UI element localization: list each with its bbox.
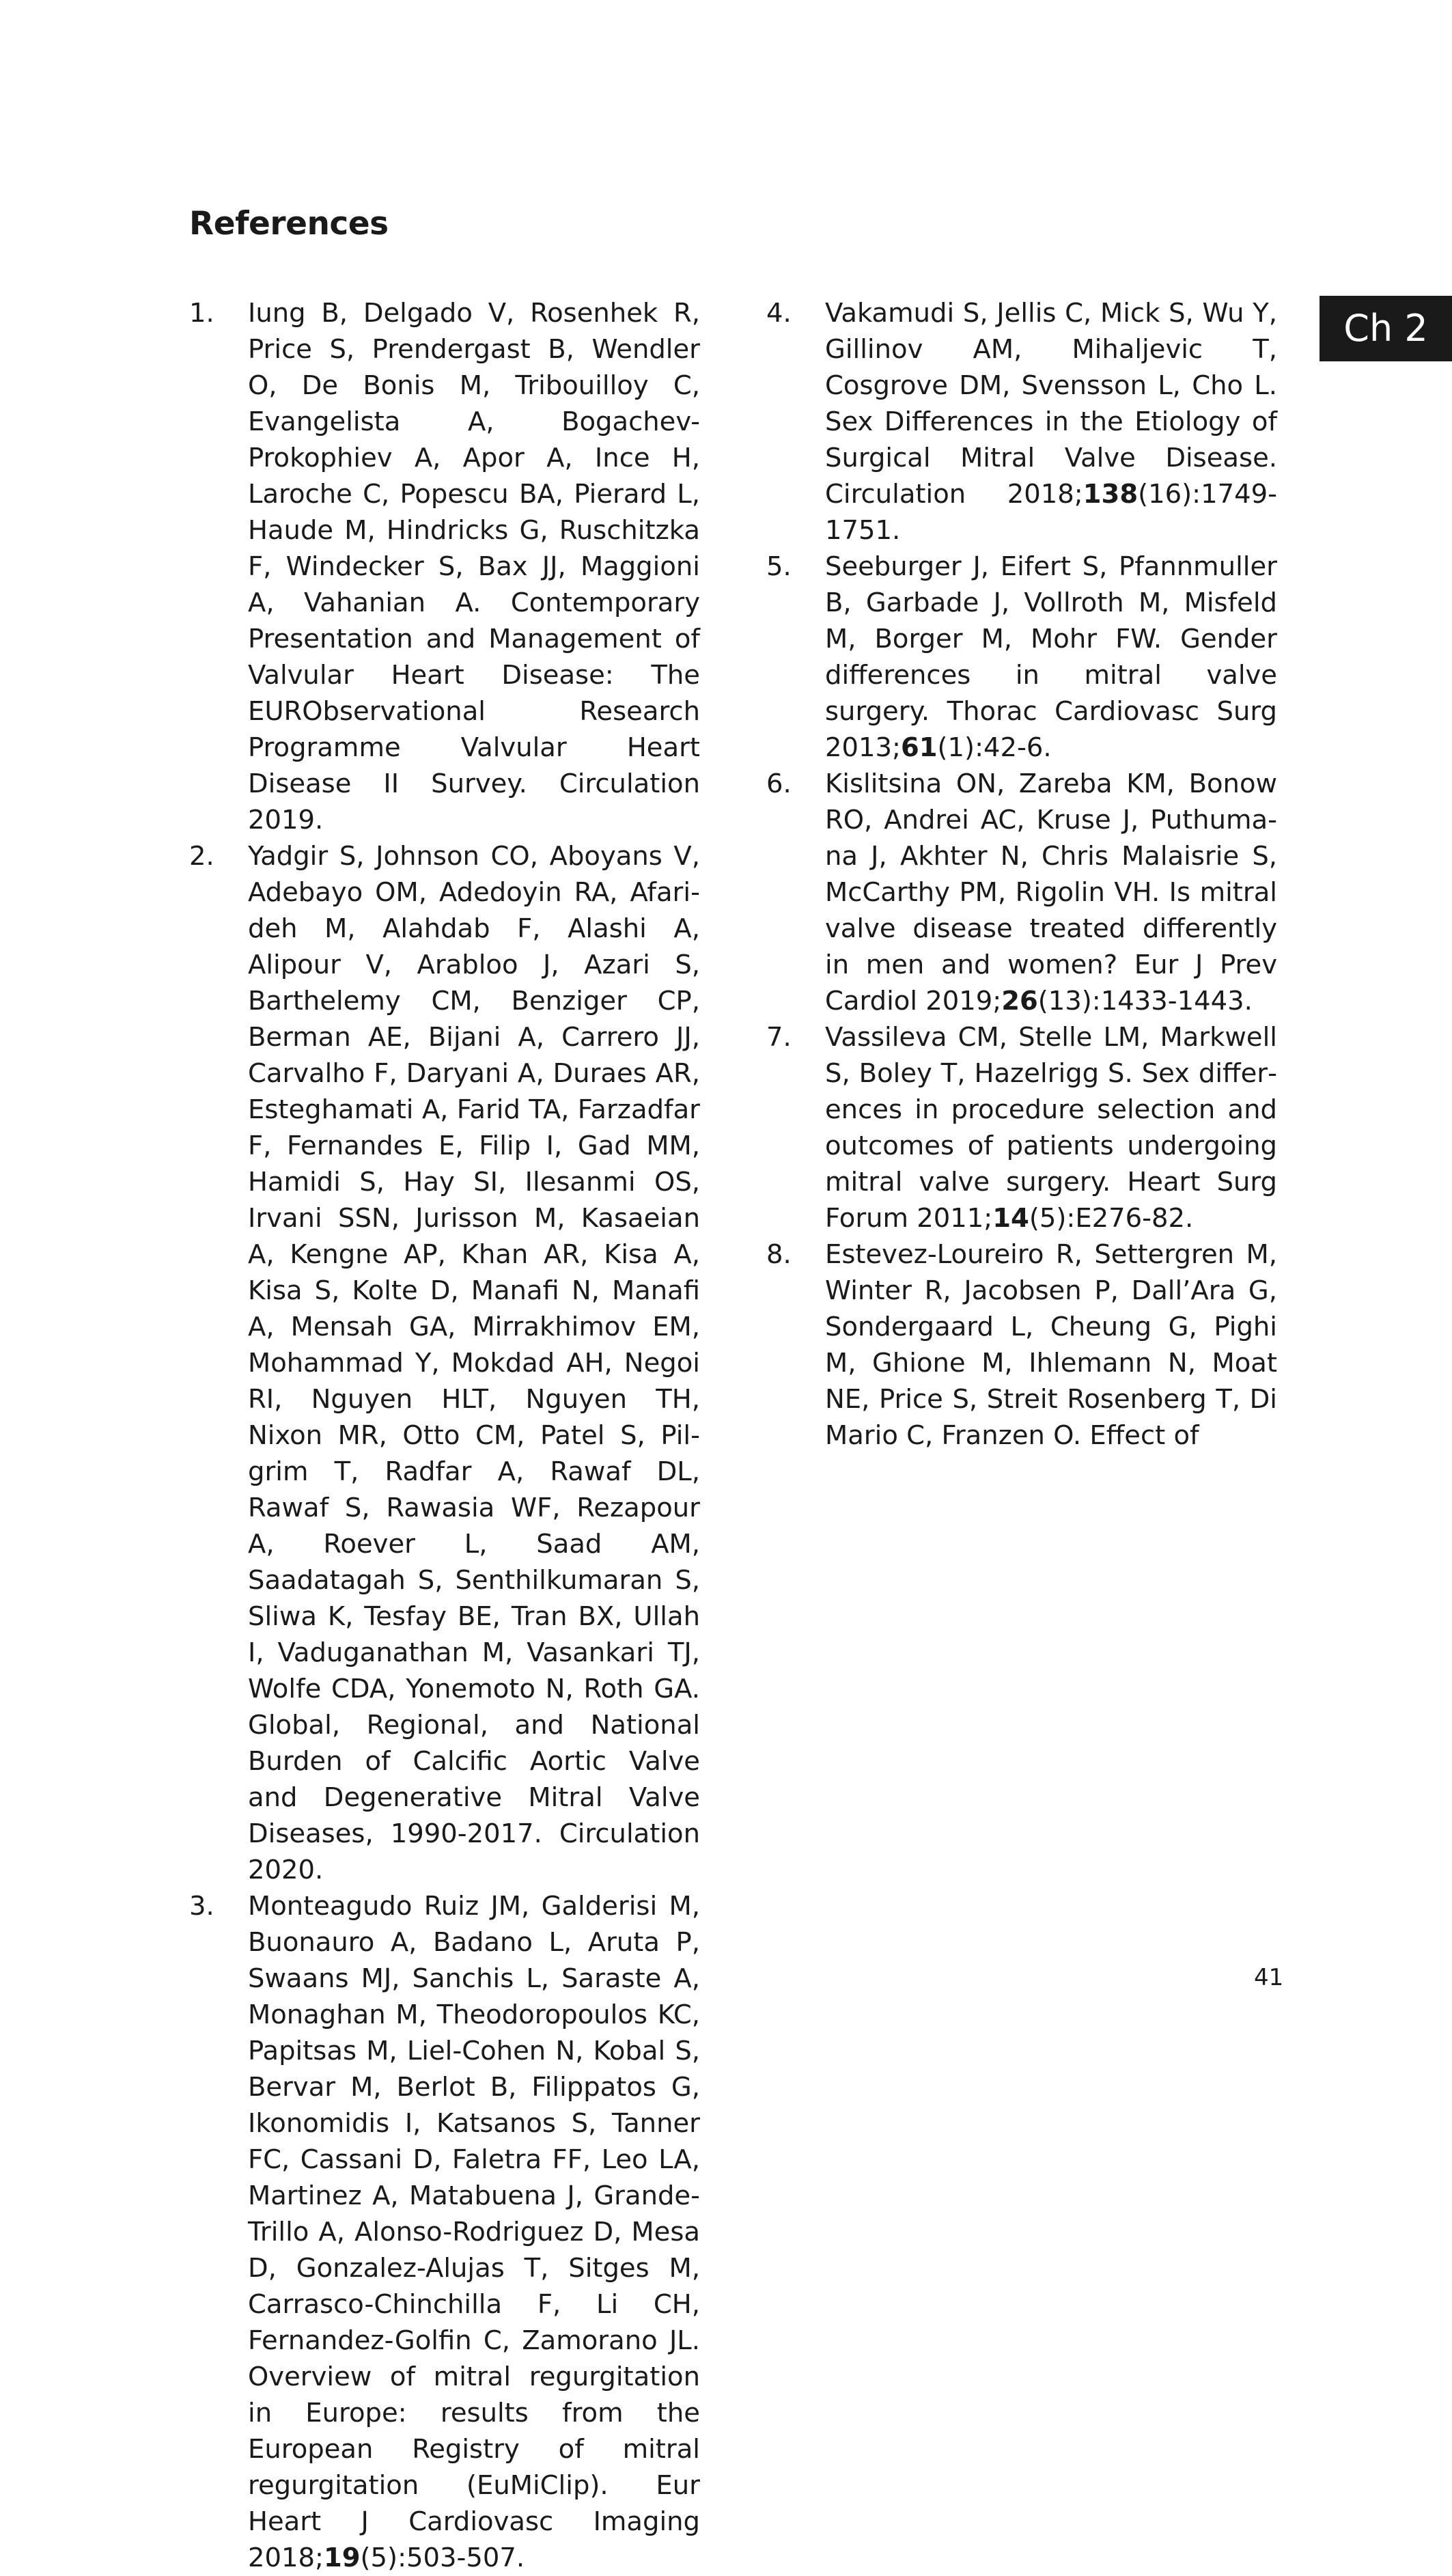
reference-item — [766, 766, 1277, 1019]
reference-item — [189, 1888, 700, 2576]
reference-number: 2. — [189, 841, 214, 872]
reference-number: 4. — [766, 298, 792, 329]
reference-text: Kislitsina ON, Zareba KM, Bonow RO, Andrei AC, Kruse J, Puthumana J, Akhter N, Chris Malaisrie S, McCarthy PM, Rigolin VH. Is mitral valve disease treated differently in men and women? Eur J Prev Cardiol 2019;26(13):1433-1443. — [825, 768, 1277, 1016]
references-column-right — [766, 295, 1277, 1454]
reference-text: Seeburger J, Eifert S, Pfannmuller B, Garbade J, Vollroth M, Misfeld M, Borger M, Mohr FW. Gender differences in mitral valve surgery. Thorac Cardiovasc Surg 2013;61(1):42-6. — [825, 551, 1277, 763]
reference-text: Monteagudo Ruiz JM, Galderisi M, Buonauro A, Badano L, Aruta P, Swaans MJ, Sanchis L, Saraste A, Monaghan M, Theodoropoulos KC, Papitsas M, Liel-Cohen N, Kobal S, Bervar M, Berlot B, Filippatos G, Ikonomidis I, Katsanos S, Tanner FC, Cassani D, Faletra FF, Leo LA, Martinez A, Matabuena J, Grande-Trillo A, Alonso-Rodriguez D, Mesa D, Gonzalez-Alujas T, Sitges M, Carrasco-Chinchilla F, Li CH, Fernandez-Golfin C, Zamorano JL. Overview of mitral regurgitation in Europe: results from the European Registry of mitral regurgitation (EuMiClip). Eur Heart J Cardiovasc Imaging 2018;19(5):503-507. — [248, 1891, 700, 2573]
reference-number: 5. — [766, 551, 792, 582]
reference-number: 3. — [189, 1891, 214, 1922]
page-title: References — [189, 205, 389, 243]
page-number: 41 — [1254, 1964, 1284, 1991]
reference-text: Yadgir S, Johnson CO, Aboyans V, Adebayo OM, Adedoyin RA, Afarideh M, Alahdab F, Alashi A, Alipour V, Arabloo J, Azari S, Barthelemy CM, Benziger CP, Berman AE, Bijani A, Carrero JJ, Carvalho F, Daryani A, Duraes AR, Esteghamati A, Farid TA, Farzadfar F, Fernandes E, Filip I, Gad MM, Hamidi S, Hay SI, Ilesanmi OS, Irvani SSN, Jurisson M, Kasaeian A, Kengne AP, Khan AR, Kisa A, Kisa S, Kolte D, Manafi N, Manafi A, Mensah GA, Mirrakhimov EM, Mohammad Y, Mokdad AH, Negoi RI, Nguyen HLT, Nguyen TH, Nixon MR, Otto CM, Patel S, Pilgrim T, Radfar A, Rawaf DL, Rawaf S, Rawasia WF, Rezapour A, Roever L, Saad AM, Saadatagah S, Senthilkumaran S, Sliwa K, Tesfay BE, Tran BX, Ullah I, Vaduganathan M, Vasankari TJ, Wolfe CDA, Yonemoto N, Roth GA. Global, Regional, and National Burden of Calcific Aortic Valve and Degenerative Mitral Valve Diseases, 1990-2017. Circulation 2020. — [248, 841, 700, 1885]
reference-number: 1. — [189, 298, 214, 329]
reference-item — [189, 838, 700, 1888]
references-column-left — [189, 295, 700, 2576]
reference-text: Estevez-Loureiro R, Settergren M, Winter R, Jacobsen P, Dall’Ara G, Sondergaard L, Cheung G, Pighi M, Ghione M, Ihlemann N, Moat NE, Price S, Streit Rosenberg T, Di Mario C, Franzen O. Effect of — [825, 1239, 1277, 1451]
reference-item — [189, 295, 700, 838]
reference-text: Iung B, Delgado V, Rosenhek R, Price S, Prendergast B, Wendler O, De Bonis M, Tribouilloy C, Evangelista A, Bogachev-Prokophiev A, Apor A, Ince H, Laroche C, Popescu BA, Pierard L, Haude M, Hindricks G, Ruschitzka F, Windecker S, Bax JJ, Maggioni A, Vahanian A. Contemporary Presentation and Management of Valvular Heart Disease: The EURObservational Research Programme Valvular Heart Disease II Survey. Circulation 2019. — [248, 298, 700, 835]
reference-item — [766, 1236, 1277, 1454]
reference-item — [766, 295, 1277, 549]
reference-item — [766, 549, 1277, 766]
reference-text: Vassileva CM, Stelle LM, Markwell S, Boley T, Hazelrigg S. Sex differences in procedure selection and outcomes of patients undergoing mitral valve surgery. Heart Surg Forum 2011;14(5):E276-82. — [825, 1022, 1277, 1234]
reference-number: 7. — [766, 1022, 792, 1053]
chapter-tab: Ch 2 — [1320, 296, 1452, 361]
reference-number: 8. — [766, 1239, 792, 1270]
reference-number: 6. — [766, 768, 792, 799]
reference-item — [766, 1019, 1277, 1236]
reference-text: Vakamudi S, Jellis C, Mick S, Wu Y, Gillinov AM, Mihaljevic T, Cosgrove DM, Svensson L, Cho L. Sex Differences in the Etiology of Surgical Mitral Valve Disease. Circulation 2018;138(16):1749-1751. — [825, 298, 1277, 546]
